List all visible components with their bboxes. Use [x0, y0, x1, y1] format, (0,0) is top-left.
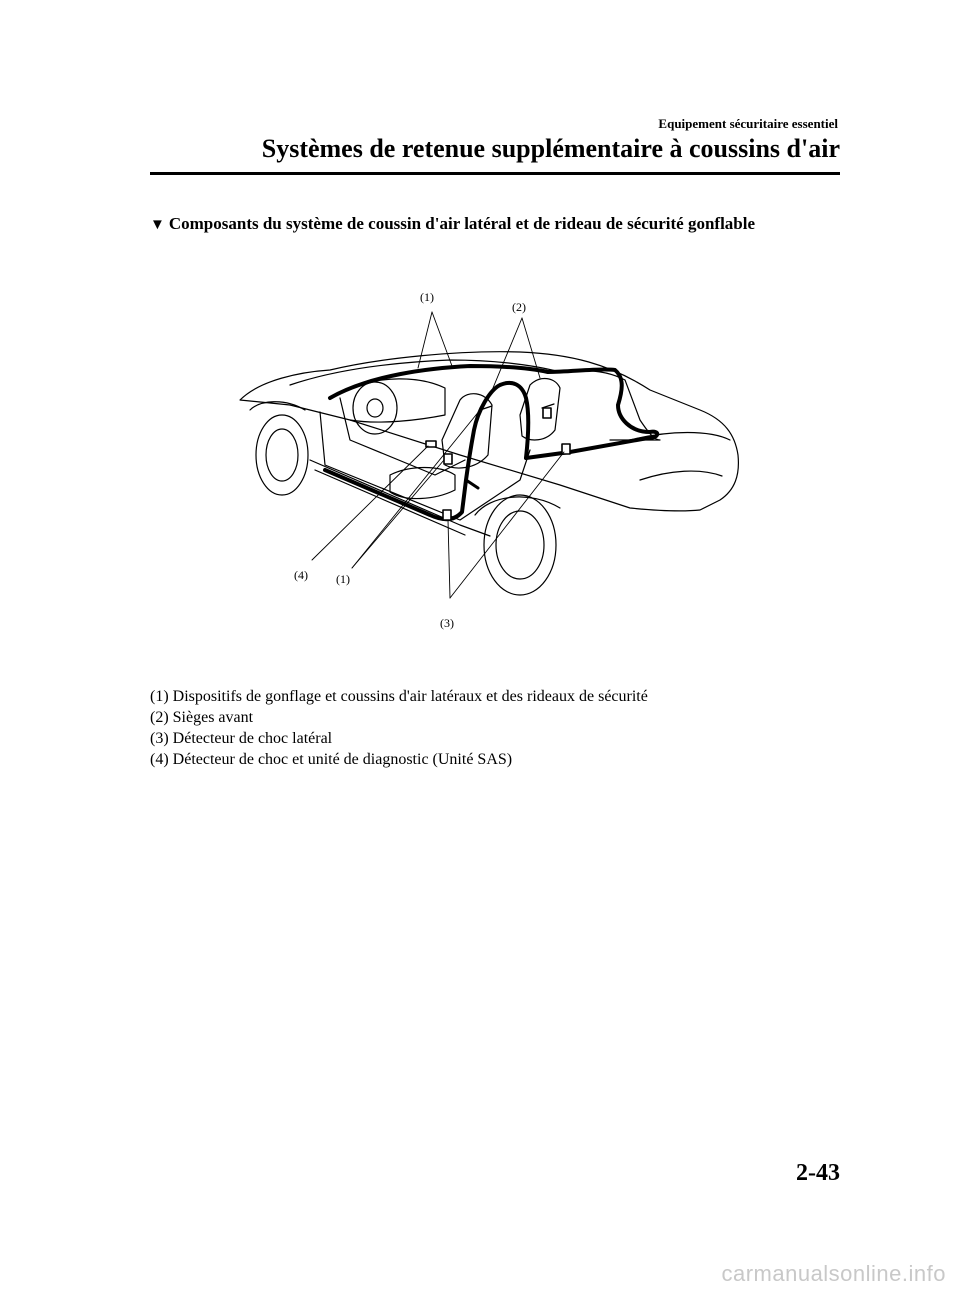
- triangle-marker-icon: ▼: [150, 217, 165, 233]
- callout-4: (4): [294, 568, 308, 582]
- chapter-subtitle: Equipement sécuritaire essentiel: [658, 116, 838, 131]
- section-heading: [150, 214, 755, 234]
- section-heading-text: Composants du système de coussin d'air latéral et de rideau de sécurité gonflable: [168, 214, 756, 233]
- car-airbag-illustration: [230, 280, 750, 640]
- steering-wheel: [353, 382, 397, 434]
- watermark-text: carmanualsonline.info: [721, 1261, 946, 1286]
- legend-item: (3) Détecteur de choc latéral: [150, 730, 333, 747]
- front-wheel: [256, 415, 308, 495]
- callout-3: (3): [440, 616, 454, 630]
- legend-item: (2) Sièges avant: [150, 709, 254, 726]
- figure-legend: [150, 686, 648, 770]
- airbag-diagram: [230, 280, 750, 640]
- page-title: Systèmes de retenue supplémentaire à coussins d'air: [261, 134, 840, 163]
- callout-1-bottom: (1): [336, 572, 350, 586]
- header-rule: [150, 172, 840, 175]
- callout-2: (2): [512, 300, 526, 314]
- legend-item: (4) Détecteur de choc et unité de diagnostic (Unité SAS): [150, 751, 513, 768]
- callout-1-top: (1): [420, 290, 434, 304]
- page-number: 2-43: [796, 1160, 840, 1186]
- car-body-outline: [240, 352, 738, 511]
- legend-item: (1) Dispositifs de gonflage et coussins d'air latéraux et des rideaux de sécurité: [150, 688, 648, 705]
- rear-wheel: [484, 495, 556, 595]
